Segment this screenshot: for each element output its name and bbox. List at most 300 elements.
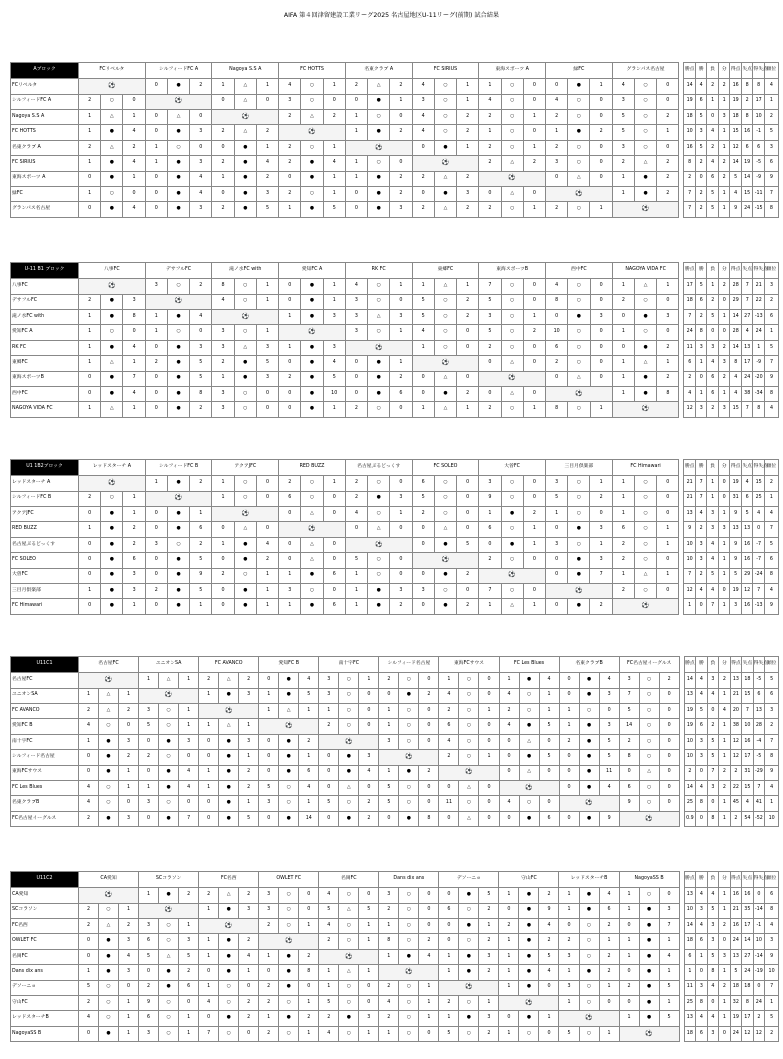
score-for: 0 — [479, 356, 501, 371]
block-name: U11C1 — [11, 657, 79, 673]
score-against: 7 — [179, 811, 199, 826]
score-for: 1 — [619, 903, 639, 918]
score-against: 2 — [359, 796, 379, 811]
soccer-ball-icon: ⚽ — [575, 586, 583, 594]
result-mark: ● — [167, 568, 189, 583]
score-for: 2 — [79, 995, 99, 1010]
score-against: 3 — [590, 309, 612, 324]
score-against: 0 — [657, 553, 679, 568]
score-for: 1 — [199, 903, 219, 918]
result-mark: △ — [501, 386, 523, 401]
result-mark: ○ — [639, 796, 659, 811]
result-mark: ● — [101, 568, 123, 583]
score-for: 0 — [259, 673, 279, 688]
score-for: 6 — [479, 522, 501, 537]
result-mark: ○ — [434, 583, 456, 598]
result-mark: ○ — [501, 402, 523, 417]
row-team-name: 名東クラブB — [11, 796, 79, 811]
score-against: 0 — [659, 765, 679, 780]
stat-value: 16 — [741, 537, 753, 552]
stat-value: 19 — [684, 703, 696, 718]
score-against: 0 — [523, 186, 545, 201]
stat-value: 3 — [707, 340, 719, 355]
score-against: 2 — [256, 553, 278, 568]
score-for: 0 — [145, 202, 167, 217]
score-against: 0 — [590, 340, 612, 355]
stat-value: 14 — [684, 79, 696, 94]
score-for: 3 — [546, 156, 568, 171]
stat-value: 14 — [684, 780, 696, 795]
score-against: 3 — [479, 949, 499, 964]
result-mark: ● — [159, 980, 179, 995]
table-row — [11, 750, 779, 765]
result-mark: ● — [301, 279, 323, 294]
stat-value: 14 — [730, 309, 742, 324]
score-for: 5 — [479, 325, 501, 340]
table-row — [11, 386, 779, 401]
row-team-name: レッドスターチB — [11, 1011, 79, 1026]
score-for: 1 — [212, 79, 234, 94]
result-mark: ● — [301, 294, 323, 309]
soccer-ball-icon: ⚽ — [224, 706, 233, 714]
score-for: 5 — [612, 109, 634, 124]
result-mark: ● — [519, 719, 539, 734]
result-mark: ● — [368, 186, 390, 201]
stat-value: 13 — [741, 340, 753, 355]
stat-value: 3 — [718, 522, 730, 537]
score-for: 1 — [345, 109, 367, 124]
result-mark: ○ — [568, 294, 590, 309]
row-team-name: FC SIRIUS — [11, 156, 79, 171]
score-against: 0 — [390, 402, 412, 417]
score-against: 2 — [479, 965, 499, 980]
result-mark: ● — [99, 765, 119, 780]
result-mark: ○ — [639, 719, 659, 734]
score-against: 2 — [239, 888, 259, 903]
result-mark: ○ — [101, 186, 123, 201]
stat-value: 25 — [684, 995, 696, 1010]
score-against: 0 — [659, 796, 679, 811]
score-against: 3 — [599, 719, 619, 734]
result-mark: ○ — [459, 796, 479, 811]
stat-value: 13 — [684, 888, 696, 903]
table-row — [11, 171, 779, 186]
score-against: 4 — [190, 171, 212, 186]
stat-value: 3 — [765, 934, 779, 949]
table-row — [11, 688, 779, 703]
result-mark: ● — [368, 491, 390, 506]
stat-value: 2 — [753, 1011, 765, 1026]
stat-value: 2 — [741, 94, 753, 109]
result-mark: ○ — [434, 325, 456, 340]
result-mark: ○ — [399, 995, 419, 1010]
stat-value: 14 — [741, 171, 753, 186]
soccer-ball-icon: ⚽ — [345, 952, 353, 960]
stat-value: 16 — [742, 734, 754, 749]
score-against: 0 — [523, 476, 545, 491]
score-against: 6 — [599, 903, 619, 918]
score-against: 0 — [119, 719, 139, 734]
score-for: 0 — [145, 340, 167, 355]
stat-value: 21 — [730, 688, 742, 703]
score-against: 3 — [256, 371, 278, 386]
column-team-name: シルフィードFC A — [145, 63, 212, 79]
table-row — [11, 903, 779, 918]
result-mark: ○ — [99, 780, 119, 795]
score-against: 0 — [390, 294, 412, 309]
score-against: 3 — [239, 734, 259, 749]
stat-value: 1 — [719, 734, 731, 749]
score-for: 2 — [279, 186, 301, 201]
score-for: 2 — [319, 934, 339, 949]
result-mark: ● — [568, 522, 590, 537]
result-mark: △ — [459, 811, 479, 826]
score-against: 1 — [119, 1011, 139, 1026]
score-for: 3 — [559, 980, 579, 995]
score-for: 0 — [559, 673, 579, 688]
stat-value: 0 — [707, 796, 719, 811]
score-against: 2 — [390, 599, 412, 614]
result-mark: ○ — [519, 1026, 539, 1041]
score-against: 3 — [590, 553, 612, 568]
score-for: 1 — [612, 476, 634, 491]
table-row — [11, 109, 779, 124]
score-against: 0 — [179, 995, 199, 1010]
score-for: 2 — [612, 294, 634, 309]
score-for: 7 — [199, 1026, 219, 1041]
stat-value: 4 — [696, 1011, 708, 1026]
score-for: 4 — [199, 995, 219, 1010]
score-against: 3 — [390, 583, 412, 598]
stat-value: 0.9 — [684, 811, 696, 826]
column-team-name: 愛知FC A — [279, 263, 346, 279]
result-mark: ○ — [339, 934, 359, 949]
score-against: 0 — [659, 719, 679, 734]
result-mark: ○ — [159, 1026, 179, 1041]
table-row — [11, 980, 779, 995]
stat-value: 12 — [730, 734, 742, 749]
result-mark: ○ — [568, 340, 590, 355]
result-mark: ○ — [279, 918, 299, 933]
result-mark: ○ — [301, 140, 323, 155]
result-mark: ● — [579, 888, 599, 903]
stat-value: 1 — [718, 386, 730, 401]
result-mark: ● — [399, 811, 419, 826]
score-against: 3 — [457, 186, 479, 201]
stat-value: 3 — [707, 780, 719, 795]
score-for: 1 — [379, 1026, 399, 1041]
stat-value: 0 — [696, 765, 708, 780]
score-against: 1 — [657, 279, 679, 294]
table-row — [11, 888, 779, 903]
score-against: 1 — [299, 796, 319, 811]
soccer-ball-icon: ⚽ — [164, 906, 173, 914]
table-row — [11, 402, 779, 417]
result-mark: ○ — [234, 568, 256, 583]
score-against: 0 — [659, 688, 679, 703]
result-mark: ● — [301, 386, 323, 401]
result-mark: ● — [101, 171, 123, 186]
league-table — [10, 459, 779, 615]
stat-value: 1 — [719, 811, 731, 826]
score-against: 4 — [119, 949, 139, 964]
column-team-name: 守山FC — [499, 872, 559, 888]
row-team-name: 愛知FC B — [11, 719, 79, 734]
result-mark: ● — [301, 371, 323, 386]
score-for: 1 — [612, 568, 634, 583]
score-for: 0 — [199, 1011, 219, 1026]
score-for: 1 — [619, 934, 639, 949]
stat-header: 失点 — [742, 657, 754, 673]
stat-value: 0 — [753, 888, 765, 903]
score-for: 0 — [79, 171, 101, 186]
stat-value: 7 — [684, 186, 696, 201]
score-against: 2 — [590, 125, 612, 140]
result-mark: ○ — [501, 325, 523, 340]
score-against: 0 — [657, 79, 679, 94]
table-row — [11, 583, 779, 598]
result-mark: ● — [368, 386, 390, 401]
result-mark: △ — [101, 356, 123, 371]
stat-value: 9 — [764, 599, 778, 614]
score-for: 0 — [479, 186, 501, 201]
result-mark: ○ — [634, 125, 656, 140]
self-match-cell — [145, 294, 212, 309]
stat-value: 8 — [753, 79, 765, 94]
self-match-cell — [479, 371, 546, 386]
stat-value: 0 — [696, 965, 708, 980]
score-for: 3 — [546, 476, 568, 491]
score-against: 2 — [599, 918, 619, 933]
table-row — [11, 918, 779, 933]
score-for: 1 — [499, 949, 519, 964]
stat-value: 2 — [718, 340, 730, 355]
score-for: 2 — [345, 491, 367, 506]
score-against: 0 — [190, 325, 212, 340]
result-mark: ● — [368, 171, 390, 186]
score-against: 8 — [657, 386, 679, 401]
column-team-name: 愛知FC B — [259, 657, 319, 673]
score-against: 2 — [190, 537, 212, 552]
stat-value: 1 — [684, 599, 696, 614]
stat-value: 1 — [719, 719, 731, 734]
result-mark: ○ — [99, 719, 119, 734]
score-for: 4 — [345, 279, 367, 294]
stat-value: 12 — [753, 1026, 765, 1041]
score-against: 3 — [359, 1011, 379, 1026]
score-against: 3 — [123, 583, 145, 598]
score-against: 0 — [179, 796, 199, 811]
stat-value: 7 — [695, 491, 707, 506]
stat-value: 3 — [695, 537, 707, 552]
stat-header: 分 — [718, 263, 730, 279]
stat-header: 勝 — [695, 263, 707, 279]
score-for: 0 — [546, 79, 568, 94]
result-mark: ○ — [634, 583, 656, 598]
score-for: 5 — [139, 719, 159, 734]
stat-value: 18 — [742, 673, 754, 688]
stat-value: 4 — [764, 402, 778, 417]
result-mark: ● — [519, 918, 539, 933]
result-mark: ● — [639, 949, 659, 964]
score-for: 0 — [612, 340, 634, 355]
score-for: 4 — [279, 79, 301, 94]
score-for: 0 — [499, 1011, 519, 1026]
result-mark: ○ — [568, 325, 590, 340]
self-match-cell — [546, 583, 613, 598]
result-mark: ○ — [339, 995, 359, 1010]
row-team-name: NAGOYA VIDA FC — [11, 402, 79, 417]
score-for: 1 — [199, 719, 219, 734]
column-team-name: 名岡FC — [319, 872, 379, 888]
result-mark: ○ — [519, 796, 539, 811]
score-for: 0 — [319, 750, 339, 765]
result-mark: △ — [219, 673, 239, 688]
stat-value: 12 — [741, 583, 753, 598]
result-mark: △ — [634, 279, 656, 294]
score-against: 1 — [523, 537, 545, 552]
result-mark: ○ — [339, 688, 359, 703]
score-for: 2 — [79, 94, 101, 109]
result-mark: ● — [101, 371, 123, 386]
score-against: 4 — [599, 780, 619, 795]
stat-header: 勝 — [696, 872, 708, 888]
stat-value: 7 — [741, 279, 753, 294]
score-against: 0 — [657, 476, 679, 491]
score-for: 0 — [479, 537, 501, 552]
score-against: 0 — [323, 583, 345, 598]
score-for: 2 — [319, 719, 339, 734]
score-for: 1 — [619, 1011, 639, 1026]
result-mark: △ — [459, 780, 479, 795]
stat-value: 5 — [707, 309, 719, 324]
table-row — [11, 796, 779, 811]
score-for: 1 — [279, 202, 301, 217]
stat-value: 1 — [719, 1011, 731, 1026]
score-against: 2 — [457, 294, 479, 309]
result-mark: ● — [459, 949, 479, 964]
score-for: 0 — [212, 599, 234, 614]
score-for: 1 — [612, 491, 634, 506]
score-for: 0 — [379, 688, 399, 703]
soccer-ball-icon: ⚽ — [405, 752, 413, 760]
result-mark: ● — [167, 356, 189, 371]
result-mark: ● — [459, 918, 479, 933]
stat-value: 2 — [695, 309, 707, 324]
score-against: 1 — [299, 703, 319, 718]
stat-value: 5 — [730, 171, 742, 186]
self-match-cell — [345, 537, 412, 552]
result-mark: △ — [301, 553, 323, 568]
stat-value: 3 — [707, 673, 719, 688]
column-team-name: FC HOTTS — [279, 63, 346, 79]
stat-value: 5 — [696, 703, 708, 718]
self-match-cell — [345, 340, 412, 355]
result-mark: ● — [301, 340, 323, 355]
score-against: 0 — [190, 140, 212, 155]
score-against: 0 — [657, 294, 679, 309]
score-for: 5 — [546, 491, 568, 506]
result-mark: ● — [568, 79, 590, 94]
table-row — [11, 734, 779, 749]
result-mark: △ — [234, 79, 256, 94]
stat-value: 8 — [741, 79, 753, 94]
result-mark: ● — [101, 599, 123, 614]
stat-value: 1 — [718, 186, 730, 201]
soccer-ball-icon: ⚽ — [641, 602, 650, 610]
score-against: 2 — [299, 734, 319, 749]
score-against: 1 — [390, 325, 412, 340]
stat-value: 4 — [707, 980, 719, 995]
stat-value: 13 — [741, 522, 753, 537]
result-mark: ● — [579, 688, 599, 703]
column-team-name: 大曽FC — [479, 460, 546, 476]
score-for: 1 — [479, 79, 501, 94]
stat-value: 7 — [764, 186, 778, 201]
score-against: 0 — [539, 980, 559, 995]
score-against: 3 — [590, 522, 612, 537]
result-mark: ● — [634, 386, 656, 401]
score-for: 0 — [345, 371, 367, 386]
score-for: 2 — [612, 537, 634, 552]
stat-value: 22 — [753, 294, 765, 309]
score-for: 1 — [279, 568, 301, 583]
stat-value: 6 — [696, 934, 708, 949]
score-for: 0 — [412, 371, 434, 386]
score-for: 0 — [145, 599, 167, 614]
score-for: 6 — [612, 522, 634, 537]
stat-value: 15 — [742, 780, 754, 795]
score-for: 1 — [612, 279, 634, 294]
result-mark: ○ — [459, 1026, 479, 1041]
table-row — [11, 934, 779, 949]
score-for: 8 — [546, 402, 568, 417]
score-against: 1 — [479, 995, 499, 1010]
score-against: 0 — [523, 125, 545, 140]
soccer-ball-icon: ⚽ — [645, 1029, 653, 1037]
result-mark: ● — [234, 583, 256, 598]
column-team-name: Dans dix ans — [379, 872, 439, 888]
soccer-ball-icon: ⚽ — [104, 675, 113, 683]
score-for: 2 — [345, 79, 367, 94]
column-team-name: グランパス名古屋 — [612, 63, 679, 79]
self-match-cell — [499, 995, 559, 1010]
stat-value: 2 — [684, 765, 696, 780]
result-mark: ○ — [219, 995, 239, 1010]
soccer-ball-icon: ⚽ — [374, 143, 383, 151]
score-for: 0 — [79, 371, 101, 386]
score-against: 2 — [657, 340, 679, 355]
score-for: 2 — [479, 140, 501, 155]
result-mark: ● — [167, 340, 189, 355]
score-for: 2 — [619, 980, 639, 995]
result-mark: ● — [234, 599, 256, 614]
result-mark: ● — [219, 734, 239, 749]
score-against: 3 — [119, 965, 139, 980]
score-for: 0 — [345, 522, 367, 537]
score-against: 1 — [479, 918, 499, 933]
score-for: 0 — [412, 537, 434, 552]
stat-value: 1 — [765, 995, 779, 1010]
result-mark: ○ — [434, 340, 456, 355]
soccer-ball-icon: ⚽ — [164, 691, 173, 699]
score-against: 5 — [457, 537, 479, 552]
score-against: 4 — [419, 949, 439, 964]
score-against: 1 — [659, 995, 679, 1010]
score-against: 0 — [457, 325, 479, 340]
stat-value: 5 — [707, 949, 719, 964]
score-against: 1 — [119, 688, 139, 703]
